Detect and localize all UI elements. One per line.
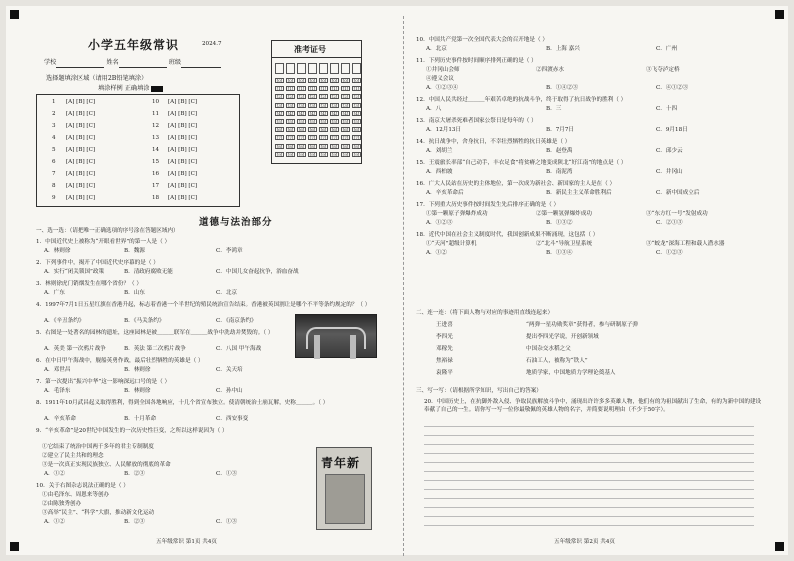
answer-option[interactable]: C．井冈山 — [656, 169, 683, 175]
essay-answer-line[interactable] — [424, 462, 754, 463]
exam-number-digit-bubble[interactable]: [7] — [342, 135, 349, 141]
exam-number-digit-bubble[interactable]: [7] — [276, 135, 283, 141]
answer-option[interactable]: B．山东 — [124, 290, 145, 296]
name-label: 姓名 — [106, 59, 119, 66]
exam-number-digit-bubble[interactable]: [9] — [320, 151, 327, 157]
exam-number-digit-bubble[interactable]: [7] — [309, 135, 316, 141]
answer-option[interactable]: C．9月18日 — [656, 127, 688, 133]
essay-answer-line[interactable] — [424, 453, 754, 454]
answer-row-number: 9 — [52, 195, 56, 201]
choice-area-note: 选择题填涂区域（请用2B铅笔填涂） — [46, 75, 148, 82]
answer-option[interactable]: A．①② — [44, 519, 65, 525]
exam-number-digit-bubble[interactable]: [6] — [309, 127, 316, 133]
exam-number-label: 准考证号 — [294, 44, 326, 54]
answer-option[interactable]: C．①②③ — [656, 250, 683, 256]
answer-bubbles[interactable]: [A] [B] [C] — [66, 171, 96, 177]
answer-option[interactable]: A．①②③④ — [426, 85, 459, 91]
answer-row-number: 15 — [152, 159, 160, 165]
answer-option[interactable]: A．12月13日 — [426, 127, 462, 133]
answer-bubbles[interactable]: [A] [B] [C] — [168, 195, 198, 201]
answer-option[interactable]: A．北京 — [426, 46, 447, 52]
answer-option[interactable]: C．中国儿女奋起抗争，浴血奋战 — [216, 269, 299, 275]
exam-number-digit-bubble[interactable]: [1] — [309, 86, 316, 92]
answer-option[interactable]: A．刘胡兰 — [426, 148, 453, 154]
answer-row-number: 17 — [152, 183, 160, 189]
exam-number-digit-bubble[interactable]: [9] — [342, 151, 349, 157]
exam-number-digit-bubble[interactable]: [5] — [353, 119, 360, 124]
exam-number-digit-bubble[interactable]: [1] — [320, 86, 327, 92]
exam-number-digit-bubble[interactable]: [8] — [309, 143, 316, 149]
exam-number-digit-bubble[interactable]: [4] — [309, 110, 316, 116]
ruins-pillar-shape — [350, 335, 356, 359]
answer-option[interactable]: A．辛亥革命 — [44, 416, 77, 422]
exam-number-digit-bubble[interactable]: [3] — [309, 102, 316, 108]
exam-number-digit-bubble[interactable]: [0] — [320, 78, 327, 83]
match-person[interactable]: 李四光 — [436, 334, 453, 340]
match-deed[interactable]: 石油工人，被称为“铁人” — [526, 358, 588, 364]
question-item: ②“北斗”导航卫星系统 — [536, 241, 593, 247]
question-stem: 17．下列重大历史事件按时间发生先后排序正确的是（ ） — [416, 202, 560, 208]
exam-number-digit-bubble[interactable]: [3] — [353, 102, 360, 108]
question-stem: 18．近代中国在社会主义制度时代，我国创新成果不断涌现，这包括（ ） — [416, 232, 599, 238]
answer-option[interactable]: A．八 — [426, 106, 442, 112]
answer-option[interactable]: A．西柏坡 — [426, 169, 453, 175]
essay-question: 20．中国历史上，在抗御外敌入侵、争取民族解放斗争中，涌现出许许多多英雄人物，他们有的为祖国献出了生命，有的为新中国的建设奉献了自己的一生。请你写一写一位你最敬佩的英雄人物的名字，并简要说明理由（不少于50字）。 — [424, 399, 762, 413]
answer-bubbles[interactable]: [A] [B] [C] — [168, 171, 198, 177]
exam-number-digit-bubble[interactable]: [6] — [331, 127, 338, 133]
essay-answer-line[interactable] — [424, 444, 754, 445]
exam-number-digit-bubble[interactable]: [9] — [331, 151, 338, 157]
answer-option[interactable]: C．②①③ — [656, 220, 683, 226]
exam-number-digit-bubble[interactable]: [1] — [331, 86, 338, 92]
answer-option[interactable]: C．西安事变 — [216, 416, 249, 422]
question-item: ②建立了民主共和的理念 — [42, 453, 104, 459]
name-field[interactable] — [119, 59, 167, 68]
match-deed[interactable]: 提出李四光学说，开创新领域 — [526, 334, 599, 340]
answer-option[interactable]: C．①③ — [216, 471, 238, 477]
exam-number-digit-bubble[interactable]: [0] — [287, 78, 294, 83]
answer-option[interactable]: B．南泥湾 — [546, 169, 573, 175]
match-person[interactable]: 邓稼先 — [436, 346, 453, 352]
exam-number-digit-bubble[interactable]: [3] — [320, 102, 327, 108]
question-stem: 3．林则徐虎门销烟发生在哪个省份？（ ） — [36, 281, 143, 287]
question-item: ③“蛟龙”深海工程和载人潜水器 — [646, 241, 725, 247]
match-person[interactable]: 王进喜 — [436, 322, 453, 328]
answer-bubbles[interactable]: [A] [B] [C] — [168, 123, 198, 129]
essay-answer-line[interactable] — [424, 516, 754, 517]
question-stem: 4．1997年7月1日五星红旗在香港升起，标志着香港一个半世纪的殖民统治宣告结束。香港被英国割让是哪个不平等条约规定的？（ ） — [36, 302, 371, 308]
exam-number-digit-bubble[interactable]: [6] — [342, 127, 349, 133]
exam-number-digit-bubble[interactable]: [5] — [342, 119, 349, 124]
answer-option[interactable]: C．北京 — [216, 290, 238, 296]
page-fold-divider — [403, 16, 404, 556]
part1-heading: 一、选一选：（请把唯一正确选项的序号涂在答题区域内） — [36, 228, 179, 234]
answer-bubbles[interactable]: [A] [B] [C] — [66, 135, 96, 141]
fill-example — [98, 85, 163, 93]
exam-number-write-box[interactable] — [275, 63, 284, 74]
question-stem: 1．中国近代史上被称为“开眼看世界”的第一人是（ ） — [36, 239, 171, 245]
answer-option[interactable]: B．林则徐 — [124, 367, 151, 373]
answer-row-number: 14 — [152, 147, 160, 153]
answer-bubbles[interactable]: [A] [B] [C] — [168, 99, 198, 105]
question-stem: 13．南京大屠杀死难者国家公祭日是每年的（ ） — [416, 118, 537, 124]
exam-number-digit-bubble[interactable]: [5] — [309, 119, 316, 124]
question-item: ①“天河”超级计算机 — [426, 241, 477, 247]
answer-option[interactable]: B．《马关条约》 — [124, 318, 165, 324]
exam-number-digit-bubble[interactable]: [3] — [342, 102, 349, 108]
exam-number-write-box[interactable] — [297, 63, 306, 74]
question-item: ②由陈独秀创办 — [42, 501, 82, 507]
answer-option[interactable]: A．①②③ — [426, 220, 453, 226]
answer-option[interactable]: C．十四 — [656, 106, 678, 112]
exam-number-digit-bubble[interactable]: [8] — [342, 143, 349, 149]
answer-option[interactable]: B．新民主主义革命胜利后 — [546, 190, 612, 196]
question-stem: 2．下列事件中，揭开了中国近代史序幕的是（ ） — [36, 260, 159, 266]
school-field[interactable] — [56, 59, 104, 68]
answer-option[interactable]: C．李鸿章 — [216, 248, 243, 254]
part3-heading: 三、写一写：（请根据所学知识，写出自己的答案） — [416, 388, 542, 394]
exam-number-digit-bubble[interactable]: [6] — [287, 127, 294, 133]
answer-bubbles[interactable]: [A] [B] [C] — [168, 147, 198, 153]
essay-answer-line[interactable] — [424, 480, 754, 481]
exam-number-digit-bubble[interactable]: [2] — [287, 94, 294, 100]
question-item: ③飞夺泸定桥 — [646, 67, 680, 73]
exam-number-digit-bubble[interactable]: [0] — [309, 78, 316, 83]
answer-option[interactable]: A．①② — [426, 250, 447, 256]
exam-number-digit-bubble[interactable]: [4] — [320, 110, 327, 116]
answer-bubbles[interactable]: [A] [B] [C] — [168, 111, 198, 117]
answer-option[interactable]: C．广州 — [656, 46, 678, 52]
answer-option[interactable]: B．林则徐 — [124, 388, 151, 394]
answer-bubbles[interactable]: [A] [B] [C] — [66, 123, 96, 129]
exam-number-digit-bubble[interactable]: [2] — [353, 94, 360, 100]
exam-number-digit-bubble[interactable]: [7] — [298, 135, 305, 141]
answer-row-number: 13 — [152, 135, 160, 141]
fill-example-word: 正确填涂 — [124, 85, 150, 92]
school-label: 学校 — [44, 59, 57, 66]
fill-example-label: 填涂样例 — [98, 85, 123, 92]
exam-number-digit-bubble[interactable]: [2] — [298, 94, 305, 100]
exam-number-write-box[interactable] — [286, 63, 295, 74]
question-stem: 9．“辛亥革命”是20世纪中国发生的一次历史性巨变，之所以这样说因为（ ） — [36, 428, 228, 434]
exam-number-digit-bubble[interactable]: [7] — [353, 135, 360, 141]
answer-row-number: 10 — [152, 99, 160, 105]
answer-bubbles[interactable]: [A] [B] [C] — [168, 159, 198, 165]
section-title-moral-law: 道德与法治部分 — [199, 217, 273, 228]
old-summer-palace-ruins-photo — [295, 314, 377, 358]
question-stem: 15．王震旅长率部“自己动手，丰衣足食”将贫瘠之地变成陕北“好江南”的地点是（ ） — [416, 160, 627, 166]
magazine-title: 青年新 — [321, 456, 361, 470]
answer-option[interactable]: A．辛亥革命后 — [426, 190, 464, 196]
answer-option[interactable]: B．①④②③ — [546, 85, 579, 91]
magazine-portrait-block — [325, 474, 365, 524]
exam-number-write-box[interactable] — [308, 63, 317, 74]
answer-option[interactable]: A．英美 第一次鸦片战争 — [44, 346, 106, 352]
answer-option[interactable]: B．赵登禹 — [546, 148, 573, 154]
answer-option[interactable]: B．十月革命 — [124, 416, 157, 422]
question-stem: 6．在中日甲午海战中，舰船英勇作战，最后壮烈牺牲的英雄是（ ） — [36, 358, 204, 364]
exam-number-digit-bubble[interactable]: [0] — [276, 78, 283, 83]
essay-answer-line[interactable] — [424, 435, 754, 436]
answer-row-number: 2 — [52, 111, 56, 117]
registration-mark — [775, 10, 784, 19]
exam-number-digit-bubble[interactable]: [9] — [276, 151, 283, 157]
question-item: ③高举“民主”、“科学”大旗，推动新文化运动 — [42, 510, 155, 516]
exam-number-digit-bubble[interactable]: [0] — [342, 78, 349, 83]
answer-row-number: 12 — [152, 123, 160, 129]
exam-number-digit-bubble[interactable]: [3] — [298, 102, 305, 108]
answer-option[interactable]: B．上海 嘉兴 — [546, 46, 580, 52]
question-item: ②四渡赤水 — [536, 67, 564, 73]
exam-number-digit-bubble[interactable]: [8] — [353, 143, 360, 149]
exam-number-digit-bubble[interactable]: [4] — [331, 110, 338, 116]
question-item: ①它结束了统治中国两千多年的君主专制制度 — [42, 444, 154, 450]
exam-number-digit-bubble[interactable]: [7] — [331, 135, 338, 141]
answer-row-number: 4 — [52, 135, 56, 141]
exam-number-digit-bubble[interactable]: [3] — [287, 102, 294, 108]
answer-option[interactable]: A．邓世昌 — [44, 367, 71, 373]
answer-row-number: 16 — [152, 171, 160, 177]
exam-number-digit-bubble[interactable]: [4] — [342, 110, 349, 116]
exam-number-digit-bubble[interactable]: [9] — [287, 151, 294, 157]
exam-number-digit-bubble[interactable]: [8] — [320, 143, 327, 149]
page-footer-2: 五年级常识 第2页 共4页 — [554, 539, 616, 545]
answer-option[interactable]: C．邱少云 — [656, 148, 683, 154]
exam-number-write-box[interactable] — [352, 63, 361, 74]
answer-option[interactable]: B．魏源 — [124, 248, 145, 254]
answer-option[interactable]: B．②③ — [124, 519, 145, 525]
exam-number-digit-bubble[interactable]: [6] — [298, 127, 305, 133]
match-person[interactable]: 袁隆平 — [436, 370, 453, 376]
registration-mark — [775, 542, 784, 551]
answer-bubbles[interactable]: [A] [B] [C] — [66, 183, 96, 189]
answer-option[interactable]: B．英法 第二次鸦片战争 — [124, 346, 186, 352]
exam-number-digit-bubble[interactable]: [9] — [309, 151, 316, 157]
exam-number-digit-bubble[interactable]: [2] — [342, 94, 349, 100]
answer-row-number: 18 — [152, 195, 160, 201]
answer-option[interactable]: A．林则徐 — [44, 248, 71, 254]
match-deed[interactable]: 中国杂交水稻之父 — [526, 346, 571, 352]
part2-heading: 二、连一连：（将下面人物与对应的事迹用直线连起来） — [416, 310, 554, 316]
essay-answer-line[interactable] — [424, 525, 754, 526]
question-stem: 10．中国共产党第一次全国代表大会的召开地是（ ） — [416, 37, 548, 43]
answer-option[interactable]: C．④①②③ — [656, 85, 689, 91]
new-youth-magazine-cover — [316, 447, 372, 530]
exam-number-digit-bubble[interactable]: [2] — [276, 94, 283, 100]
answer-option[interactable]: B．②③ — [124, 471, 145, 477]
exam-number-digit-bubble[interactable]: [4] — [298, 110, 305, 116]
exam-number-digit-bubble[interactable]: [8] — [331, 143, 338, 149]
exam-date: 2024.7 — [202, 41, 222, 47]
exam-number-write-box[interactable] — [341, 63, 350, 74]
exam-sheet — [6, 6, 788, 555]
essay-answer-line[interactable] — [424, 507, 754, 508]
exam-number-digit-bubble[interactable]: [5] — [298, 119, 305, 124]
answer-option[interactable]: C．《南京条约》 — [216, 318, 257, 324]
exam-number-digit-bubble[interactable]: [1] — [287, 86, 294, 92]
match-deed[interactable]: “两弹一星功勋奖章”获得者，参与研制原子弹 — [526, 322, 639, 328]
answer-bubbles[interactable]: [A] [B] [C] — [66, 99, 96, 105]
essay-answer-line[interactable] — [424, 471, 754, 472]
answer-option[interactable]: C．新中国成立后 — [656, 190, 700, 196]
exam-number-digit-bubble[interactable]: [8] — [298, 143, 305, 149]
answer-row-number: 5 — [52, 147, 56, 153]
exam-number-digit-bubble[interactable]: [7] — [287, 135, 294, 141]
exam-number-digit-bubble[interactable]: [7] — [320, 135, 327, 141]
class-field[interactable] — [181, 59, 221, 68]
question-stem: 7．第一次提出“振兴中华”这一影响深远口号的是（ ） — [36, 379, 171, 385]
exam-number-digit-bubble[interactable]: [1] — [298, 86, 305, 92]
exam-number-digit-bubble[interactable]: [6] — [320, 127, 327, 133]
divider — [271, 57, 362, 58]
answer-row-number: 6 — [52, 159, 56, 165]
question-stem: 16．广大人民站在历史的主体地位，第一次成为新社会、新国家的主人是在（ ） — [416, 181, 616, 187]
answer-bubbles[interactable]: [A] [B] [C] — [66, 159, 96, 165]
exam-number-digit-bubble[interactable]: [8] — [287, 143, 294, 149]
answer-option[interactable]: A．①② — [44, 471, 65, 477]
question-stem: 14．抗日战争中，舍身抗日，不幸壮烈牺牲的抗日英雄是（ ） — [416, 139, 571, 145]
exam-number-digit-bubble[interactable]: [0] — [331, 78, 338, 83]
exam-number-digit-bubble[interactable]: [9] — [298, 151, 305, 157]
essay-answer-line[interactable] — [424, 498, 754, 499]
exam-number-digit-bubble[interactable]: [5] — [276, 119, 283, 124]
answer-option[interactable]: B．①③④ — [546, 250, 573, 256]
exam-number-digit-bubble[interactable]: [0] — [298, 78, 305, 83]
exam-number-digit-bubble[interactable]: [5] — [287, 119, 294, 124]
answer-row-number: 11 — [152, 111, 160, 117]
exam-number-digit-bubble[interactable]: [2] — [309, 94, 316, 100]
answer-row-number: 8 — [52, 183, 56, 189]
exam-number-digit-bubble[interactable]: [5] — [331, 119, 338, 124]
exam-number-digit-bubble[interactable]: [4] — [353, 110, 360, 116]
exam-number-digit-bubble[interactable]: [5] — [320, 119, 327, 124]
question-item: ④遵义会议 — [426, 76, 454, 82]
question-item: ①井冈山会师 — [426, 67, 460, 73]
exam-number-digit-bubble[interactable]: [3] — [331, 102, 338, 108]
question-stem: 12．中国人民共经过＿＿＿年艰苦卓绝的抗战斗争，终于取得了抗日战争的胜利（ ） — [416, 97, 627, 103]
answer-option[interactable]: B．三 — [546, 106, 562, 112]
answer-bubbles[interactable]: [A] [B] [C] — [168, 183, 198, 189]
answer-bubbles[interactable]: [A] [B] [C] — [66, 195, 96, 201]
exam-title: 小学五年级常识 — [88, 38, 180, 52]
answer-row-number: 1 — [52, 99, 56, 105]
exam-number-write-box[interactable] — [319, 63, 328, 74]
registration-mark — [10, 542, 19, 551]
exam-number-digit-bubble[interactable]: [4] — [287, 110, 294, 116]
exam-number-digit-bubble[interactable]: [6] — [353, 127, 360, 133]
answer-option[interactable]: B．①③② — [546, 220, 573, 226]
question-item: ②第一颗氢弹爆炸成功 — [536, 211, 592, 217]
page-footer-1: 五年级常识 第1页 共4页 — [156, 539, 218, 545]
answer-bubbles[interactable]: [A] [B] [C] — [168, 135, 198, 141]
ruins-pillar-shape — [314, 335, 320, 359]
answer-option[interactable]: B．7月7日 — [546, 127, 575, 133]
exam-number-digit-bubble[interactable]: [2] — [320, 94, 327, 100]
answer-bubbles[interactable]: [A] [B] [C] — [66, 111, 96, 117]
question-stem: 5．右图是一处著名的园林的遗址，这座园林是被＿＿＿联军在＿＿＿战争中洗劫并焚毁的。（ ） — [36, 330, 274, 336]
match-deed[interactable]: 地质学家，中国地质力学理论奠基人 — [526, 370, 616, 376]
answer-option[interactable]: C．八国 甲午海战 — [216, 346, 262, 352]
filled-mark-sample — [151, 86, 163, 92]
exam-number-digit-bubble[interactable]: [6] — [276, 127, 283, 133]
answer-option[interactable]: B．清政府腐败无能 — [124, 269, 173, 275]
question-stem: 11．下列历史事件按时间顺序排列正确的是（ ） — [416, 58, 537, 64]
answer-option[interactable]: A．《辛丑条约》 — [44, 318, 85, 324]
exam-number-digit-bubble[interactable]: [8] — [276, 143, 283, 149]
exam-number-digit-bubble[interactable]: [4] — [276, 110, 283, 116]
answer-bubbles[interactable]: [A] [B] [C] — [66, 147, 96, 153]
question-item: ③是一次真正实现民族独立、人民解放的彻底的革命 — [42, 462, 171, 468]
exam-number-digit-bubble[interactable]: [9] — [353, 151, 360, 157]
question-item: ①第一颗原子弹爆炸成功 — [426, 211, 488, 217]
question-stem: 8．1911年10月武昌起义取得胜利，得到全国各地响应，十几个省宣布独立。使清朝统治土崩瓦解，史称＿＿＿。（ ） — [36, 400, 329, 406]
exam-number-digit-bubble[interactable]: [1] — [276, 86, 283, 92]
essay-answer-line[interactable] — [424, 426, 754, 427]
answer-option[interactable]: C．①③ — [216, 519, 238, 525]
answer-option[interactable]: A．广东 — [44, 290, 65, 296]
exam-number-digit-bubble[interactable]: [3] — [276, 102, 283, 108]
exam-number-digit-bubble[interactable]: [0] — [353, 78, 360, 83]
question-stem: 10．关于右图杂志说法正确的是（ ） — [36, 483, 129, 489]
question-item: ①由毛泽东、周恩来等创办 — [42, 492, 110, 498]
essay-answer-line[interactable] — [424, 489, 754, 490]
class-label: 班级 — [168, 59, 182, 66]
registration-mark — [10, 10, 19, 19]
answer-row-number: 7 — [52, 171, 56, 177]
answer-option[interactable]: A．实行“闭关锁国”政策 — [44, 269, 105, 275]
answer-option[interactable]: C．关天培 — [216, 367, 243, 373]
exam-number-digit-bubble[interactable]: [1] — [353, 86, 360, 92]
student-info — [44, 59, 221, 68]
answer-option[interactable]: C．孙中山 — [216, 388, 243, 394]
exam-number-write-box[interactable] — [330, 63, 339, 74]
answer-row-number: 3 — [52, 123, 56, 129]
exam-number-digit-bubble[interactable]: [1] — [342, 86, 349, 92]
answer-option[interactable]: A．毛泽东 — [44, 388, 71, 394]
match-person[interactable]: 焦裕禄 — [436, 358, 453, 364]
exam-number-digit-bubble[interactable]: [2] — [331, 94, 338, 100]
question-item: ③“东方红一号”发射成功 — [646, 211, 708, 217]
